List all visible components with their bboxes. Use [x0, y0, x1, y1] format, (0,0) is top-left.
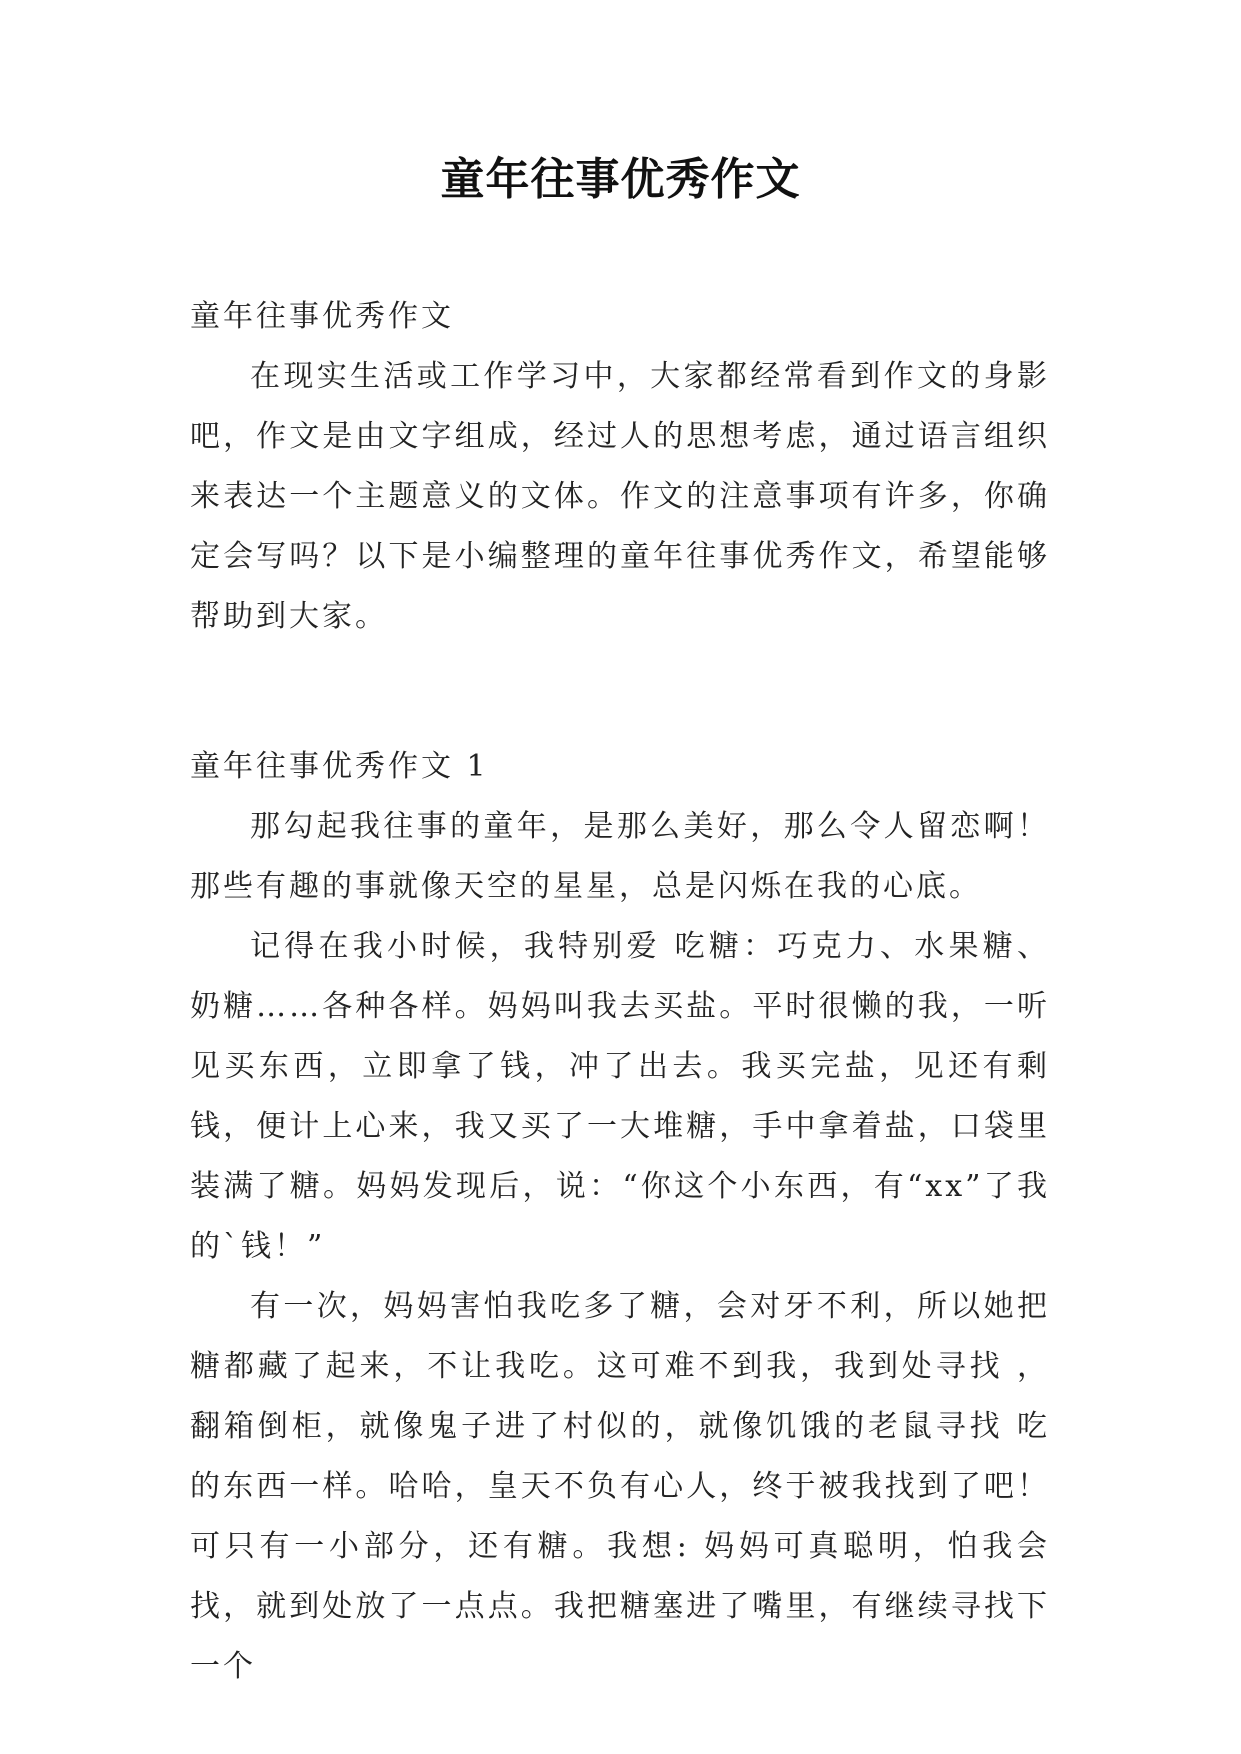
intro-heading: 童年往事优秀作文 [190, 299, 454, 334]
document-body [190, 287, 1050, 1697]
document-title: 童年往事优秀作文 [440, 154, 801, 205]
section-spacer [190, 647, 1050, 737]
section-heading: 童年往事优秀作文 1 [190, 749, 489, 784]
intro-paragraph: 在现实生活或工作学习中，大家都经常看到作文的身影吧，作文是由文字组成，经过人的思想考虑，通过语言组织来表达一个主题意义的文体。作文的注意事项有许多，你确定会写吗？以下是小编整理的童年往事优秀作文，希望能够帮助到大家。 [190, 359, 1050, 634]
body-paragraph: 有一次，妈妈害怕我吃多了糖，会对牙不利，所以她把糖都藏了起来，不让我吃。这可难不到我，我到处寻找 ，翻箱倒柜，就像鬼子进了村似的，就像饥饿的老鼠寻找 吃的东西一样。哈哈，皇天不负有心人，终于被我找到了吧！可只有一小部分，还有糖。我想: 妈妈可真聪明，怕我会找，就到处放了一点点。我把糖塞进了嘴里，有继续寻找下一个 [190, 1289, 1050, 1684]
body-paragraph: 那勾起我往事的童年，是那么美好，那么令人留恋啊！那些有趣的事就像天空的星星，总是闪烁在我的心底。 [190, 809, 1050, 904]
body-paragraph: 记得在我小时候，我特别爱 吃糖：巧克力、水果糖、奶糖……各种各样。妈妈叫我去买盐。平时很懒的我，一听见买东西，立即拿了钱，冲了出去。我买完盐，见还有剩钱，便计上心来，我又买了一大堆糖，手中拿着盐，口袋里装满了糖。妈妈发现后，说：“你这个小东西，有“xx”了我的`钱！” [190, 929, 1050, 1264]
